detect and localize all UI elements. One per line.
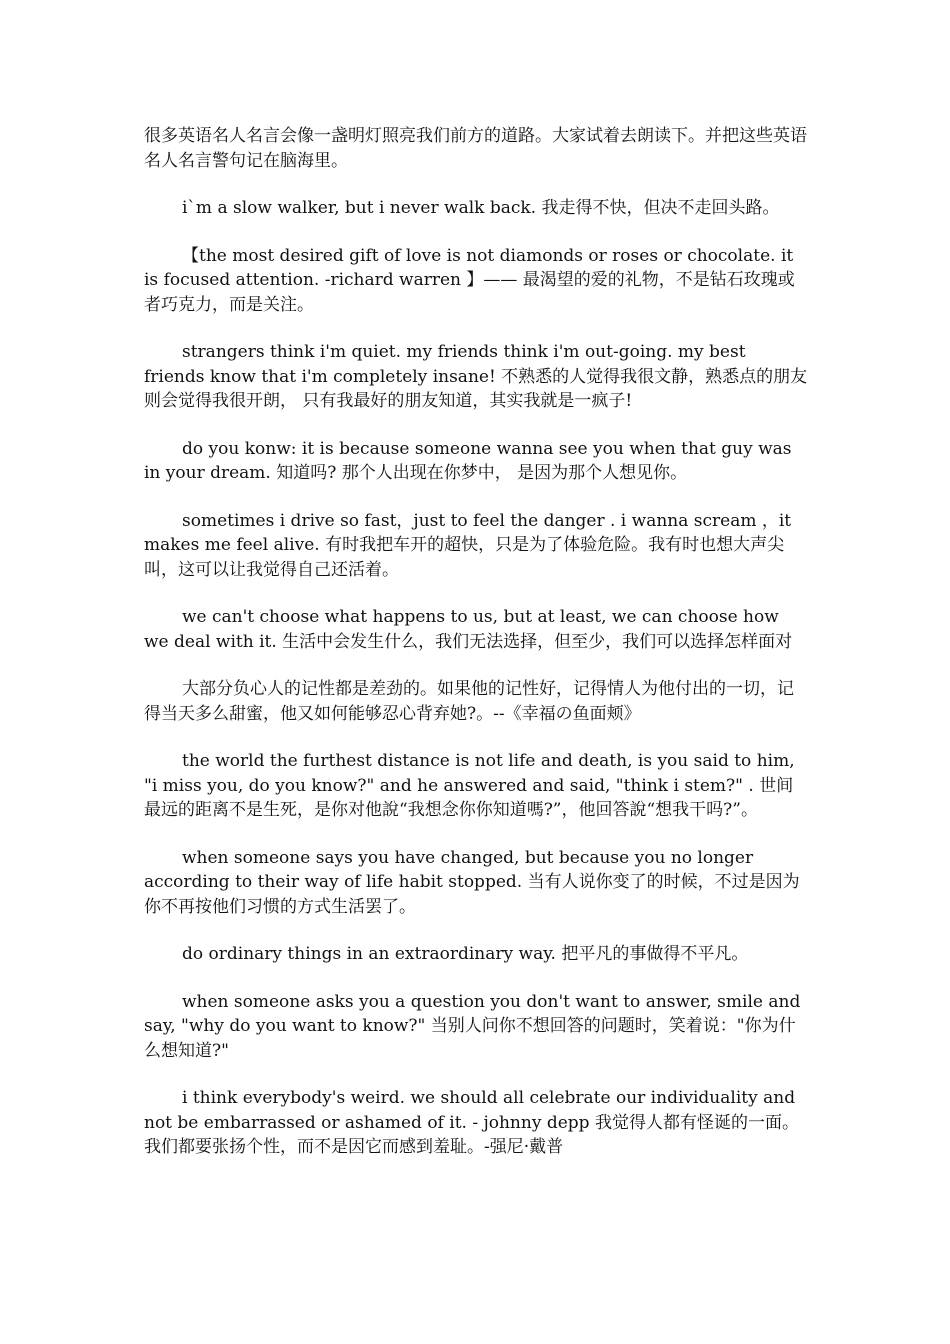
quote-paragraph: when someone asks you a question you don't want to answer, smile and say, "why do you want to know?" 当别人问你不想回答的问题时，笑着说："你为什么想知道?" xyxy=(144,991,801,1061)
intro-paragraph: 很多英语名人名言会像一盏明灯照亮我们前方的道路。大家试着去朗读下。并把这些英语名人名言警句记在脑海里。 xyxy=(144,126,807,171)
quote-paragraph: do ordinary things in an extraordinary way. 把平凡的事做得不平凡。 xyxy=(182,944,749,964)
quote-paragraph: we can't choose what happens to us, but at least, we can choose how we deal with it. 生活中会发生什么，我们无法选择，但至少，我们可以选择怎样面对 xyxy=(144,607,793,652)
quote-paragraph: i`m a slow walker, but i never walk back. 我走得不快，但决不走回头路。 xyxy=(182,198,780,218)
quote-paragraph: i think everybody's weird. we should all celebrate our individuality and not be embarrassed or ashamed of it. - johnny depp 我觉得人都有怪诞的一面。我们都要张扬个性，而不是因它而感到羞耻。-强尼·戴普 xyxy=(144,1088,799,1157)
quote-paragraph: 【the most desired gift of love is not diamonds or roses or chocolate. it is focused attention. -richard warren 】—— 最渴望的爱的礼物，不是钻石玫瑰或者巧克力，而是关注。 xyxy=(144,245,795,315)
quote-paragraph: 大部分负心人的记性都是差劲的。如果他的记性好，记得情人为他付出的一切，记得当天多么甜蜜，他又如何能够忍心背弃她?。--《幸福の鱼面颊》 xyxy=(144,679,794,724)
quote-paragraph: do you konw: it is because someone wanna see you when that guy was in your dream. 知道吗? 那个人出现在你梦中， 是因为那个人想见你。 xyxy=(144,438,792,483)
quote-paragraph: sometimes i drive so fast，just to feel the danger . i wanna scream ，it makes me feel alive. 有时我把车开的超快，只是为了体验危险。我有时也想大声尖叫，这可以让我觉得自己还活着。 xyxy=(144,510,792,580)
quote-paragraph: strangers think i'm quiet. my friends think i'm out-going. my best friends know that i'm completely insane! 不熟悉的人觉得我很文静，熟悉点的朋友则会觉得我很开朗， 只有我最好的朋友知道，其实我就是一疯子! xyxy=(144,342,808,411)
quote-paragraph: when someone says you have changed, but because you no longer according to their way of life habit stopped. 当有人说你变了的时候，不过是因为你不再按他们习惯的方式生活罢了。 xyxy=(144,847,800,917)
document-body xyxy=(144,124,808,1183)
quote-paragraph: the world the furthest distance is not life and death, is you said to him, "i miss you, do you know?" and he answered and said, "think i stem?" . 世间最远的距离不是生死，是你对他說“我想念你你知道嗎?”，他回答說“想我干吗?”。 xyxy=(144,751,795,820)
